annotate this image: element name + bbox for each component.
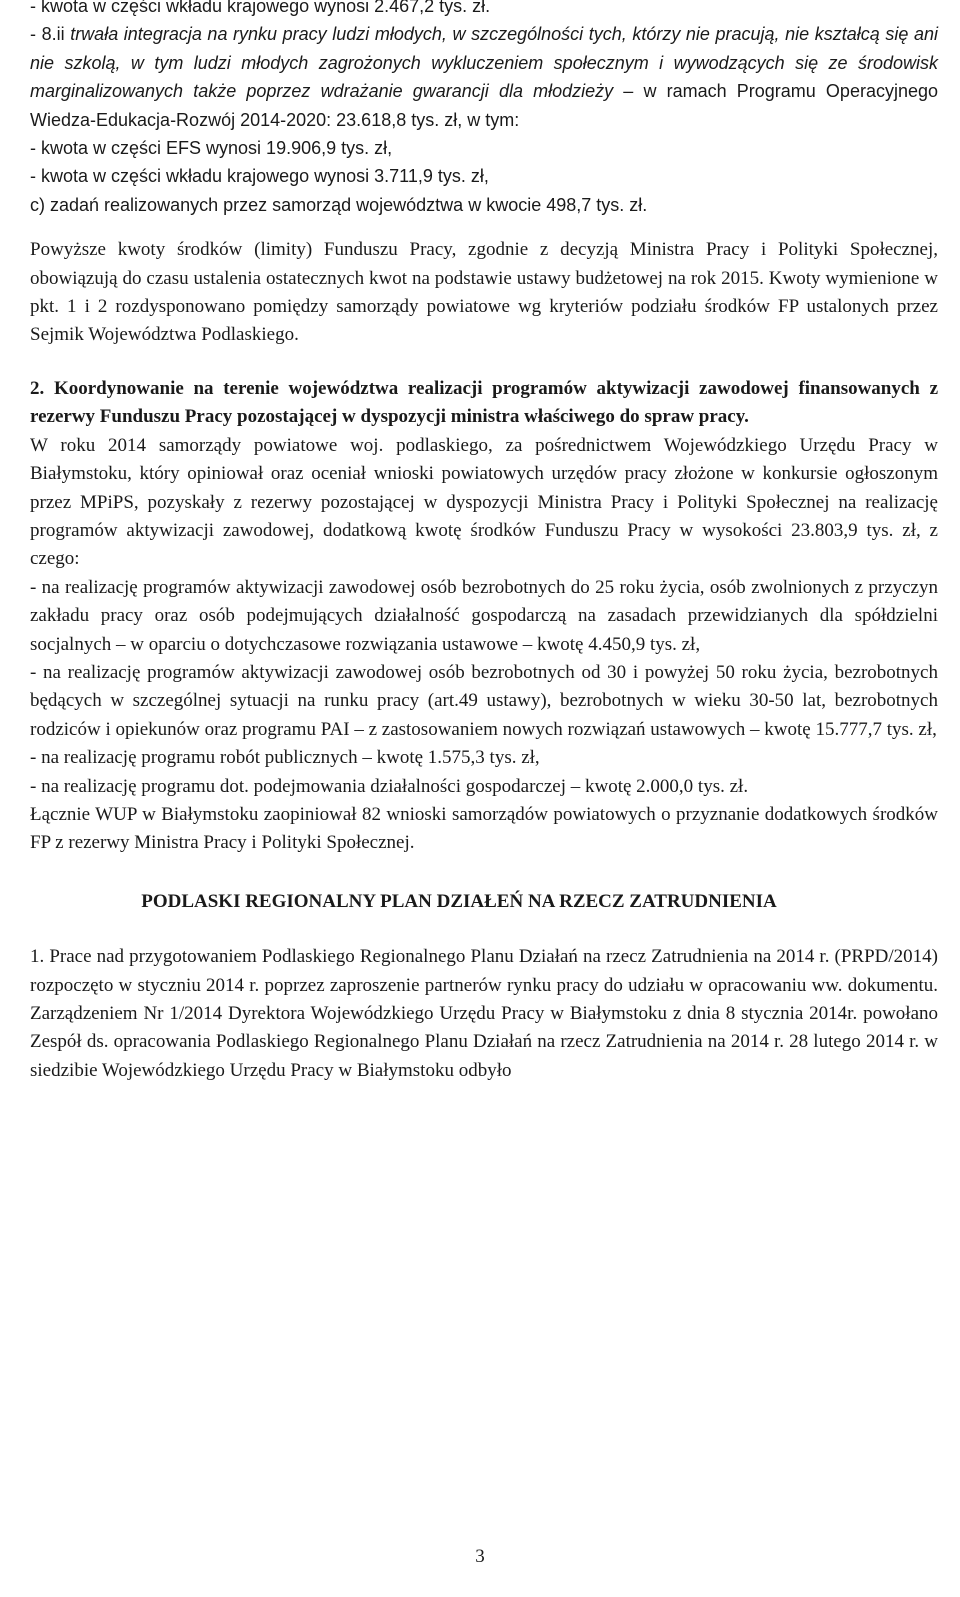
line-national-share-2467: - kwota w części wkładu krajowego wynosi 2.467,2 tys. zł. [30, 0, 491, 16]
section-heading: PODLASKI REGIONALNY PLAN DZIAŁEŃ NA RZECZ ZATRUDNIENIA [141, 890, 777, 912]
section-2-item: - na realizację programu dot. podejmowania działalności gospodarczej – kwotę 2.000,0 tys. zł. [30, 775, 749, 797]
line-8ii-rest: – w ramach Programu Operacyjnego Wiedza-Edukacja-Rozwój 2014-2020: 23.618,8 tys. zł, w tym: [30, 81, 939, 130]
line-8ii-prefix: - 8.ii [30, 24, 71, 45]
paragraph-limits: Powyższe kwoty środków (limity) Funduszu Pracy, zgodnie z decyzją Ministra Pracy i Polityki Społecznej, obowiązują do czasu ustalenia ostatecznych kwot na podstawie ustawy budżetowej na rok 2015. Kwoty wymienione w pkt. 1 i 2 rozdysponowano pomiędzy samorządy powiatowe wg kryteriów podziału środków FP ustalonych przez Sejmik Województwa Podlaskiego. [30, 239, 938, 346]
section-2-item: - na realizację programów aktywizacji zawodowej osób bezrobotnych od 30 i powyżej 50 roku życia, bezrobotnych będących w szczególnej sytuacji na runku pracy (art.49 ustawy), bezrobotnych w wieku 30-50 lat, bezrobotnych rodziców i opiekunów oraz programu PAI – z zastosowaniem nowych rozwiązań ustawowych – kwotę 15.777,7 tys. zł, [30, 661, 938, 740]
section-2-title: 2. Koordynowanie na terenie województwa realizacji programów aktywizacji zawodowej finansowanych z rezerwy Funduszu Pracy pozostającej w dyspozycji ministra właściwego do spraw pracy. [30, 377, 938, 428]
block-budget-tail [5, 0, 938, 219]
section-2-intro: W roku 2014 samorządy powiatowe woj. podlaskiego, za pośrednictwem Wojewódzkiego Urzędu Pracy w Białymstoku, który opiniował oraz oceniał wnioski powiatowych urzędów pracy złożone w konkursie ogłoszonym przez MPiPS, pozyskały z rezerwy pozostającej w dyspozycji Ministra Pracy i Polityki Społecznej na realizację programów aktywizacji zawodowej, dodatkową kwotę środków Funduszu Pracy w wysokości 23.803,9 tys. zł, z czego: [30, 434, 938, 570]
section-2-item: - na realizację programów aktywizacji zawodowej osób bezrobotnych do 25 roku życia, osób zwolnionych z przyczyn zakładu pracy oraz osób podejmujących działalność gospodarczą na zasadach przewidzianych dla spółdzielni socjalnych – w oparciu o dotychczasowe rozwiązania ustawowe – kwotę 4.450,9 tys. zł, [30, 576, 938, 655]
section-2-item: - na realizację programu robót publicznych – kwotę 1.575,3 tys. zł, [30, 747, 540, 769]
line-efs-share: - kwota w części EFS wynosi 19.906,9 tys. zł, [30, 138, 393, 159]
line-8ii-italic: trwała integracja na rynku pracy ludzi młodych, w szczególności tych, którzy nie pracują, nie kształcą się ani nie szkolą, w tym ludzi młodych zagrożonych wykluczeniem społecznym i wywodzących się ze środowisk marginalizowanych także poprzez wdrażanie gwarancji dla młodzieży [30, 24, 938, 102]
line-8ii [5, 20, 938, 134]
page-number: 3 [475, 1546, 485, 1567]
section-2-summary: Łącznie WUP w Białymstoku zaopiniował 82 wnioski samorządów powiatowych o przyznanie dodatkowych środków FP z rezerwy Ministra Pracy i Polityki Społecznej. [30, 803, 938, 854]
line-national-share-3711: - kwota w części wkładu krajowego wynosi 3.711,9 tys. zł, [30, 166, 489, 187]
paragraph-prpd: 1. Prace nad przygotowaniem Podlaskiego Regionalnego Planu Działań na rzecz Zatrudnienia na 2014 r. (PRPD/2014) rozpoczęto w styczniu 2014 r. poprzez zaproszenie partnerów rynku pracy do udziału w opracowaniu ww. dokumentu. Zarządzeniem Nr 1/2014 Dyrektora Wojewódzkiego Urzędu Pracy w Białymstoku z dnia 8 stycznia 2014r. powołano Zespół ds. opracowania Podlaskiego Regionalnego Planu Działań na rzecz Zatrudnienia na 2014 r. 28 lutego 2014 r. w siedzibie Wojewódzkiego Urzędu Pracy w Białymstoku odbyło [30, 946, 938, 1081]
line-c-tasks: c) zadań realizowanych przez samorząd województwa w kwocie 498,7 tys. zł. [30, 194, 648, 215]
